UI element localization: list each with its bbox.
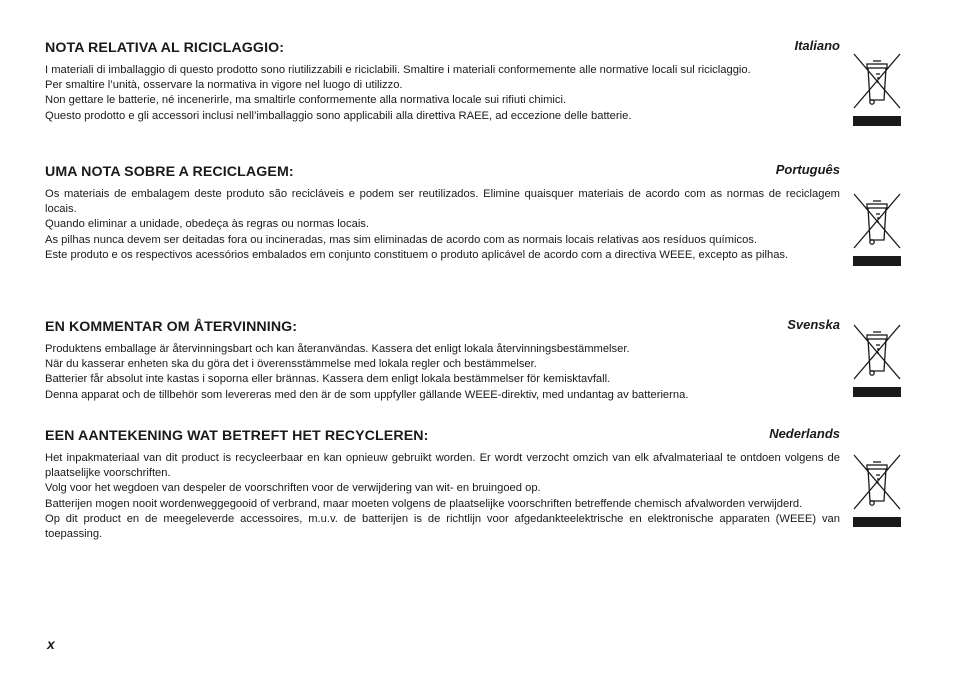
crossed-out-wheelie-bin-icon: [852, 453, 902, 511]
section-body: [45, 187, 840, 263]
section-portugues: [45, 164, 840, 263]
section-svenska: [45, 319, 840, 403]
weee-bin-icon-nederlands: [852, 453, 902, 527]
language-label: Nederlands: [769, 426, 840, 441]
paragraph: Volg voor het wegdoen van despeler de voorschriften voor de verwijdering van wit- en bruingoed op.: [45, 482, 541, 495]
weee-bar: [853, 256, 901, 266]
paragraph: Batterijen mogen nooit wordenweggegooid of verbrand, maar moeten volgens de plaatselijke voorschriften betreffende chemisch afvalworden verwijderd.: [45, 497, 803, 510]
paragraph: As pilhas nunca devem ser deitadas fora ou incineradas, mas sim eliminadas de acordo com as normais locais relativas aos resíduos químicos.: [45, 233, 757, 246]
section-body: [45, 342, 840, 403]
section-header: [45, 164, 840, 184]
section-header: [45, 319, 840, 339]
section-header: [45, 40, 840, 60]
language-label: Svenska: [787, 317, 840, 332]
paragraph: Het inpakmateriaal van dit product is recycleerbaar en kan opnieuw gebruikt worden. Er wordt verzocht omzich van elk afvalmateriaal te ontdoen volgens de plaatselijke voorschriften.: [45, 452, 840, 480]
paragraph: Denna apparat och de tillbehör som levereras med den är de som uppfyller gällande WEEE-direktiv, med undantag av batterierna.: [45, 388, 689, 401]
section-italiano: [45, 40, 840, 124]
paragraph: När du kasserar enheten ska du göra det i överensstämmelse med lokala regler och bestämmelser.: [45, 358, 537, 371]
weee-bin-icon-italiano: [852, 52, 902, 126]
language-label: Português: [775, 162, 840, 177]
section-title: UMA NOTA SOBRE A RECICLAGEM:: [45, 164, 294, 180]
crossed-out-wheelie-bin-icon: [852, 192, 902, 250]
section-body: [45, 63, 840, 124]
section-nederlands: [45, 428, 840, 542]
section-body: [45, 451, 840, 542]
paragraph: Questo prodotto e gli accessori inclusi nell’imballaggio sono applicabili alla direttiva RAEE, ad eccezione delle batterie.: [45, 109, 632, 122]
paragraph: I materiali di imballaggio di questo prodotto sono riutilizzabili e riciclabili. Smaltire i materiali conformemente alle normative locali sul riciclaggio.: [45, 64, 751, 76]
language-label: Italiano: [794, 38, 840, 53]
paragraph: Non gettare le batterie, né incenerirle, ma smaltirle conformemente alla normativa locale sui rifiuti chimici.: [45, 94, 567, 107]
crossed-out-wheelie-bin-icon: [852, 323, 902, 381]
paragraph: Batterier får absolut inte kastas i soporna eller brännas. Kassera dem enligt lokala bestämmelser för kemisktavfall.: [45, 373, 611, 386]
paragraph: Per smaltire l’unità, osservare la normativa in vigore nel luogo di utilizzo.: [45, 79, 403, 92]
section-header: [45, 428, 840, 448]
weee-bin-icon-portugues: [852, 192, 902, 266]
section-title: NOTA RELATIVA AL RICICLAGGIO:: [45, 40, 285, 56]
paragraph: Os materiais de embalagem deste produto são recicláveis e podem ser reutilizados. Elimine quaisquer materiais de acordo com as normas de reciclagem locais.: [45, 188, 840, 216]
paragraph: Produktens emballage är återvinningsbart och kan återanvändas. Kassera det enligt lokala återvinningsbestämmelser.: [45, 343, 630, 355]
weee-bar: [853, 517, 901, 527]
paragraph: Op dit product en de meegeleverde accessoires, m.u.v. de batterijen is de richtlijn voor afgedankteelektrische en elektronische apparaten (WEEE) van toepassing.: [45, 512, 840, 541]
page-number: x: [47, 636, 55, 652]
crossed-out-wheelie-bin-icon: [852, 52, 902, 110]
section-title: EN KOMMENTAR OM ÅTERVINNING:: [45, 319, 298, 335]
paragraph: Este produto e os respectivos acessórios embalados em conjunto constituem o produto aplicável de acordo com a directiva WEEE, excepto as pilhas.: [45, 248, 789, 261]
weee-bar: [853, 387, 901, 397]
weee-bin-icon-svenska: [852, 323, 902, 397]
paragraph: Quando eliminar a unidade, obedeça às regras ou normas locais.: [45, 218, 370, 231]
section-title: EEN AANTEKENING WAT BETREFT HET RECYCLEREN:: [45, 428, 429, 444]
weee-bar: [853, 116, 901, 126]
